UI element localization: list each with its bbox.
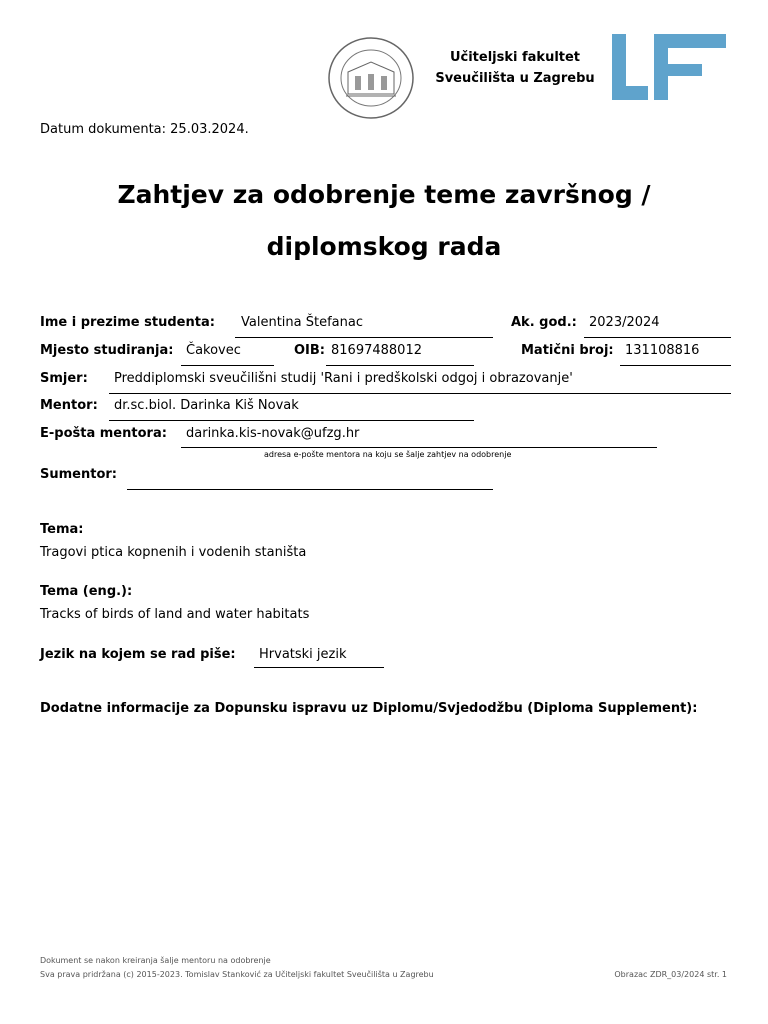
year-label: Ak. god.:	[511, 315, 577, 330]
program-underline	[109, 393, 731, 394]
email-value: darinka.kis-novak@ufzg.hr	[186, 426, 360, 441]
topic-en-value: Tracks of birds of land and water habitats	[40, 607, 310, 622]
email-label: E-pošta mentora:	[40, 426, 167, 441]
oib-value: 81697488012	[331, 343, 422, 358]
comentor-label: Sumentor:	[40, 467, 117, 482]
document-title-line2: diplomskog rada	[266, 232, 502, 261]
document-title-line1: Zahtjev za odobrenje teme završnog /	[117, 180, 651, 209]
oib-underline	[326, 365, 474, 366]
student-value: Valentina Štefanac	[241, 315, 363, 330]
mentor-label: Mentor:	[40, 398, 98, 413]
year-underline	[584, 337, 731, 338]
place-underline	[181, 365, 274, 366]
supplement-label: Dodatne informacije za Dopunsku ispravu uz Diplomu/Svjedodžbu (Diploma Supplement):	[40, 701, 698, 716]
student-label: Ime i prezime studenta:	[40, 315, 215, 330]
university-seal-logo	[326, 36, 416, 120]
oib-label: OIB:	[294, 343, 325, 358]
mentor-value: dr.sc.biol. Darinka Kiš Novak	[114, 398, 299, 413]
program-label: Smjer:	[40, 371, 88, 386]
id-label: Matični broj:	[521, 343, 614, 358]
year-value: 2023/2024	[589, 315, 660, 330]
faculty-name-line1: Učiteljski fakultet	[449, 50, 581, 65]
topic-value: Tragovi ptica kopnenih i vodenih staništa	[40, 545, 307, 560]
program-value: Preddiplomski sveučilišni studij 'Rani i predškolski odgoj i obrazovanje'	[114, 371, 573, 386]
ufzg-logo	[612, 34, 726, 100]
student-underline	[235, 337, 493, 338]
language-label: Jezik na kojem se rad piše:	[40, 647, 236, 662]
language-value: Hrvatski jezik	[259, 647, 347, 662]
document-date: Datum dokumenta: 25.03.2024.	[40, 122, 249, 137]
topic-label: Tema:	[40, 522, 84, 537]
footer-copyright: Sva prava pridržana (c) 2015-2023. Tomislav Stanković za Učiteljski fakultet Sveučilišta u Zagrebu	[40, 970, 434, 979]
email-underline	[181, 447, 657, 448]
id-underline	[620, 365, 731, 366]
email-note: adresa e-pošte mentora na koju se šalje zahtjev na odobrenje	[264, 450, 512, 459]
footer-form-id: Obrazac ZDR_03/2024 str. 1	[614, 970, 727, 979]
topic-en-label: Tema (eng.):	[40, 584, 133, 599]
language-underline	[254, 667, 384, 668]
faculty-name-line2: Sveučilišta u Zagrebu	[435, 71, 595, 86]
place-label: Mjesto studiranja:	[40, 343, 174, 358]
id-value: 131108816	[625, 343, 700, 358]
mentor-underline	[109, 420, 474, 421]
comentor-underline	[127, 489, 493, 490]
place-value: Čakovec	[186, 343, 241, 358]
footer-note: Dokument se nakon kreiranja šalje mentoru na odobrenje	[40, 956, 271, 965]
